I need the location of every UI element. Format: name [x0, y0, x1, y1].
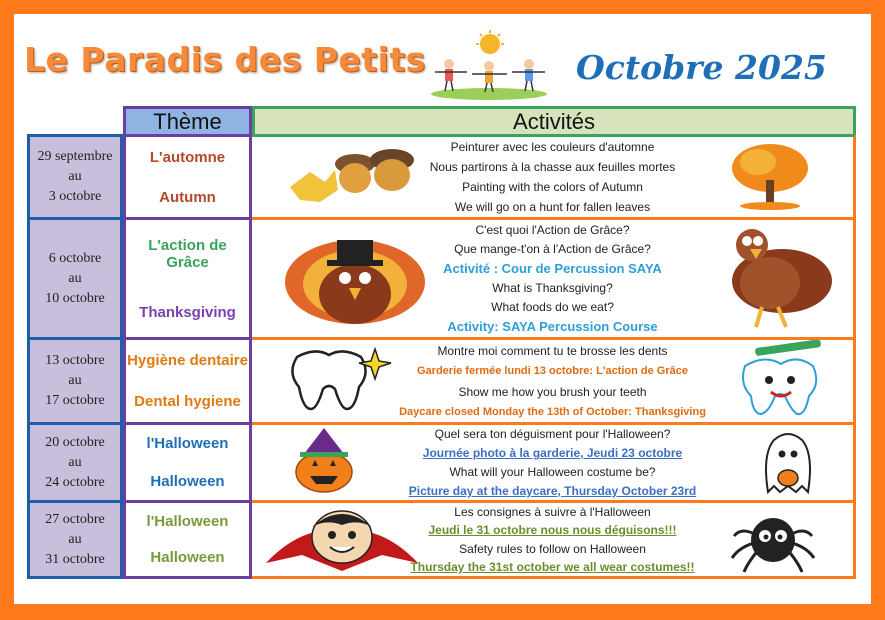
activity-line: C'est quoi l'Action de Grâce? — [475, 222, 630, 237]
theme-fr: L'action de Grâce — [148, 236, 227, 271]
activity-line: We will go on a hunt for fallen leaves — [454, 200, 651, 214]
costume-day-link[interactable]: Jeudi le 31 octobre nous nous déguisons!!! — [428, 523, 677, 538]
date-end: 10 octobre — [45, 290, 105, 306]
turkey-icon — [275, 222, 435, 332]
activity-line: What will your Halloween costume be? — [449, 464, 656, 479]
theme-en: Halloween — [150, 549, 225, 567]
week-1-dates — [27, 134, 123, 217]
week-4-theme — [123, 422, 252, 500]
week-2-dates — [27, 217, 123, 337]
activity-line: Painting with the colors of Autumn — [462, 180, 643, 194]
week-5-dates — [27, 500, 123, 579]
tooth-sparkle-icon — [285, 343, 405, 415]
activity-line: Les consignes à suivre à l'Halloween — [454, 505, 651, 520]
activity-line: Nous partirons à la chasse aux feuilles mortes — [429, 160, 676, 174]
activity-line: Peinturer avec les couleurs d'automne — [450, 140, 655, 154]
activity-line: Show me how you brush your teeth — [458, 384, 647, 399]
activity-line: Safety rules to follow on Halloween — [459, 541, 646, 556]
tooth-brushing-icon — [725, 340, 835, 418]
month-heading: Octobre 2025 — [576, 48, 827, 87]
week-3-dates — [27, 337, 123, 422]
date-connector: au — [68, 270, 82, 286]
picture-day-link[interactable]: Picture day at the daycare, Thursday October 23rd — [408, 483, 697, 498]
date-start: 27 octobre — [45, 511, 105, 527]
date-connector: au — [68, 373, 82, 388]
week-1-theme — [123, 134, 252, 217]
children-sun-illustration — [427, 30, 552, 100]
date-end: 3 octobre — [48, 189, 102, 204]
activity-line: Que mange-t'on à l'Action de Grâce? — [454, 241, 651, 256]
date-end: 24 octobre — [45, 474, 105, 490]
theme-fr: Hygiène dentaire — [127, 352, 248, 369]
daycare-title: Le Paradis des Petits — [24, 40, 426, 79]
theme-en: Thanksgiving — [139, 303, 236, 321]
theme-en: Dental hygiene — [134, 393, 241, 410]
activity-line: Montre moi comment tu te brosse les dents — [437, 343, 668, 358]
ghost-icon — [752, 426, 824, 498]
activities-column-header: Activités — [252, 106, 856, 134]
spider-icon — [728, 506, 818, 574]
date-connector: au — [68, 169, 82, 184]
week-5-theme — [123, 500, 252, 579]
date-end: 17 octobre — [45, 393, 105, 408]
theme-fr: l'Halloween — [146, 435, 229, 453]
week-3-theme — [123, 337, 252, 422]
theme-fr: L'automne — [149, 148, 226, 166]
activity-line: What is Thanksgiving? — [492, 281, 613, 296]
date-start: 20 octobre — [45, 434, 105, 450]
picture-day-link[interactable]: Journée photo à la garderie, Jeudi 23 octobre — [422, 446, 683, 461]
date-start: 29 septembre — [37, 149, 113, 164]
dancing-turkey-icon — [692, 219, 842, 333]
date-start: 6 octobre — [48, 250, 102, 266]
autumn-tree-icon — [708, 140, 828, 212]
date-connector: au — [68, 454, 82, 470]
date-start: 13 octobre — [45, 353, 105, 368]
vampire-icon — [262, 505, 422, 575]
activity-line: Quel sera ton déguisment pour l'Halloween? — [434, 427, 671, 442]
date-connector: au — [68, 531, 82, 547]
activity-notice: Garderie fermée lundi 13 octobre: L'action de Grâce — [417, 365, 688, 378]
jack-o-lantern-icon — [290, 426, 358, 494]
week-2-theme — [123, 217, 252, 337]
costume-day-link[interactable]: Thursday the 31st october we all wear costumes!! — [410, 559, 695, 574]
theme-en: Halloween — [150, 472, 225, 490]
theme-en: Autumn — [159, 188, 216, 206]
theme-column-header: Thème — [123, 106, 252, 134]
activity-line: What foods do we eat? — [491, 300, 614, 315]
activity-highlight: Activity: SAYA Percussion Course — [447, 319, 658, 335]
week-4-dates — [27, 422, 123, 500]
acorns-leaf-icon — [280, 142, 420, 210]
theme-fr: l'Halloween — [146, 512, 229, 530]
activity-notice: Daycare closed Monday the 13th of October: Thanksgiving — [399, 406, 706, 419]
activity-highlight: Activité : Cour de Percussion SAYA — [443, 260, 662, 276]
date-end: 31 octobre — [45, 551, 105, 567]
